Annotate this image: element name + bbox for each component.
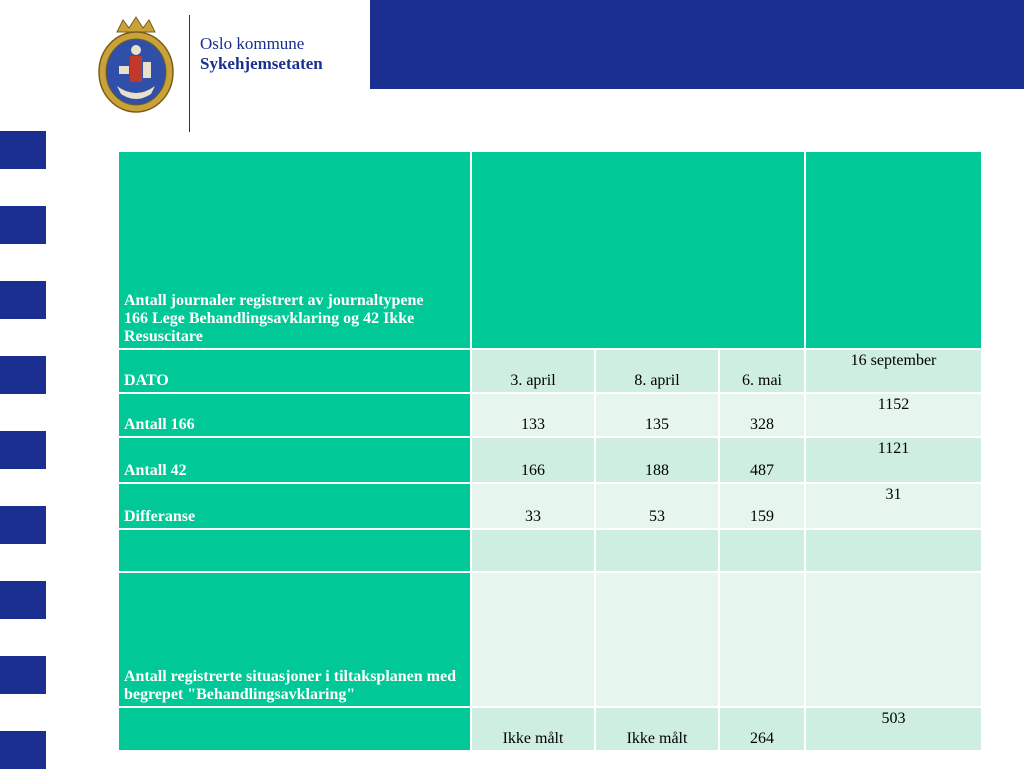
table-cell: 6. mai	[719, 349, 805, 393]
table-row-behandlingsavklaring-values	[118, 707, 982, 751]
table-cell	[719, 572, 805, 707]
table-header-label: Antall journaler registrert av journaltypene 166 Lege Behandlingsavklaring og 42 Ikke Resuscitare	[118, 151, 471, 349]
decor-square	[0, 281, 46, 319]
table-cell: Ikke målt	[471, 707, 595, 751]
table-cell: 264	[719, 707, 805, 751]
table-row-antall-42	[118, 437, 982, 483]
table-cell	[595, 572, 719, 707]
table-cell: 503	[805, 707, 982, 751]
oslo-coat-of-arms-icon	[95, 14, 177, 116]
table-row-antall-166	[118, 393, 982, 437]
table-cell: 3. april	[471, 349, 595, 393]
row-label	[118, 707, 471, 751]
table-cell	[805, 529, 982, 572]
row-label: Antall 166	[118, 393, 471, 437]
decor-square	[0, 356, 46, 394]
decor-square	[0, 656, 46, 694]
table-cell: 16 september	[805, 349, 982, 393]
table-cell	[719, 529, 805, 572]
table-cell: 135	[595, 393, 719, 437]
row-label: Antall registrerte situasjoner i tiltaksplanen med begrepet "Behandlingsavklaring"	[118, 572, 471, 707]
header-empty-cell	[471, 151, 805, 349]
table-cell: 166	[471, 437, 595, 483]
table-cell	[595, 529, 719, 572]
table-row-empty	[118, 529, 982, 572]
org-name: Oslo kommune	[200, 34, 305, 53]
table-cell: 1152	[805, 393, 982, 437]
header-empty-cell	[805, 151, 982, 349]
table-cell: 31	[805, 483, 982, 529]
table-cell: 8. april	[595, 349, 719, 393]
decor-square	[0, 131, 46, 169]
table-row-dato	[118, 349, 982, 393]
row-label	[118, 529, 471, 572]
department-name: Sykehjemsetaten	[200, 54, 323, 73]
table-row-registrerte-situasjoner	[118, 572, 982, 707]
table-cell: 188	[595, 437, 719, 483]
table-header-row	[118, 151, 982, 349]
table-cell: Ikke målt	[595, 707, 719, 751]
header-divider	[189, 15, 190, 132]
table-cell: 53	[595, 483, 719, 529]
row-label: Antall 42	[118, 437, 471, 483]
table-cell: 159	[719, 483, 805, 529]
table-cell: 33	[471, 483, 595, 529]
decor-square	[0, 206, 46, 244]
row-label: Differanse	[118, 483, 471, 529]
decor-square	[0, 431, 46, 469]
table-cell	[471, 572, 595, 707]
table-cell	[805, 572, 982, 707]
journal-stats-table	[117, 150, 983, 752]
decor-square	[0, 581, 46, 619]
table-cell: 328	[719, 393, 805, 437]
row-label: DATO	[118, 349, 471, 393]
table-cell	[471, 529, 595, 572]
table-row-differanse	[118, 483, 982, 529]
table-cell: 133	[471, 393, 595, 437]
organization-header	[200, 34, 323, 74]
table-cell: 487	[719, 437, 805, 483]
decor-square	[0, 731, 46, 769]
table-cell: 1121	[805, 437, 982, 483]
decor-square	[0, 506, 46, 544]
